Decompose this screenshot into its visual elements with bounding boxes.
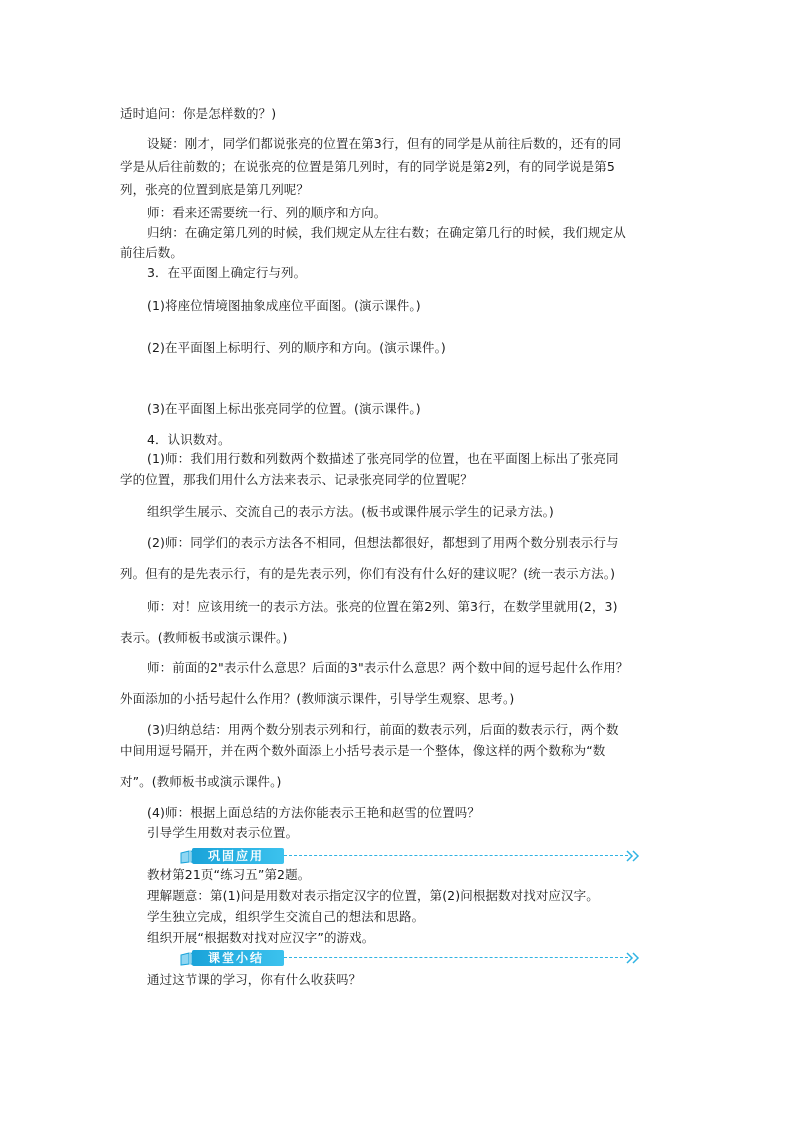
text-line: (1)将座位情境图抽象成座位平面图。(演示课件。) <box>147 298 421 313</box>
section-banner-consolidate <box>180 848 640 864</box>
text-line: (3)在平面图上标出张亮同学的位置。(演示课件。) <box>147 401 421 416</box>
text-line: 列，张亮的位置到底是第几列呢？ <box>120 182 310 197</box>
text-line: 表示。(教师板书或演示课件。) <box>120 630 288 645</box>
text-line: (4)师：根据上面总结的方法你能表示王艳和赵雪的位置吗？ <box>147 805 481 820</box>
section-title: 巩固应用 <box>208 849 265 863</box>
text-line: 适时追问：你是怎样数的？) <box>120 106 277 121</box>
text-line: 前往后数。 <box>120 245 184 260</box>
text-line: 学是从后往前数的；在说张亮的位置是第几列时，有的同学说是第2列，有的同学说是第5 <box>120 159 615 174</box>
text-line: 对”。(教师板书或演示课件。) <box>120 774 282 789</box>
text-line: 引导学生用数对表示位置。 <box>147 825 299 840</box>
text-line: 中间用逗号隔开，并在两个数外面添上小括号表示是一个整体，像这样的两个数称为“数 <box>120 743 606 758</box>
dashed-divider <box>284 957 628 958</box>
text-line: 理解题意：第(1)问是用数对表示指定汉字的位置，第(2)问根据数对找对应汉字。 <box>147 888 599 903</box>
dashed-divider <box>284 855 628 856</box>
text-line: 列。但有的是先表示行，有的是先表示列，你们有没有什么好的建议呢？(统一表示方法。) <box>120 566 616 581</box>
text-line: 师：看来还需要统一行、列的顺序和方向。 <box>147 205 387 220</box>
text-line: (1)师：我们用行数和列数两个数描述了张亮同学的位置，也在平面图上标出了张亮同 <box>147 451 619 466</box>
text-line: 教材第21页“练习五”第2题。 <box>147 867 311 882</box>
text-line: 设疑：刚才，同学们都说张亮的位置在第3行，但有的同学是从前往后数的，还有的同 <box>147 136 622 151</box>
text-line: 外面添加的小括号起什么作用？(教师演示课件，引导学生观察、思考。) <box>120 691 515 706</box>
text-line: 学生独立完成，组织学生交流自己的想法和思路。 <box>147 909 425 924</box>
text-line: (2)在平面图上标明行、列的顺序和方向。(演示课件。) <box>147 340 446 355</box>
text-line: 组织开展“根据数对找对应汉字”的游戏。 <box>147 930 375 945</box>
text-line: 3．在平面图上确定行与列。 <box>147 265 307 280</box>
text-line: (3)归纳总结：用两个数分别表示列和行，前面的数表示列，后面的数表示行，两个数 <box>147 722 619 737</box>
section-banner-summary <box>180 950 640 966</box>
text-line: 通过这节课的学习，你有什么收获吗？ <box>147 972 362 987</box>
text-line: 归纳：在确定第几列的时候，我们规定从左往右数；在确定第几行的时候，我们规定从 <box>147 225 626 240</box>
section-title: 课堂小结 <box>208 951 265 965</box>
text-line: (2)师：同学们的表示方法各不相同，但想法都很好，都想到了用两个数分别表示行与 <box>147 535 619 550</box>
double-arrow-icon <box>626 951 640 965</box>
text-line: 学的位置，那我们用什么方法来表示、记录张亮同学的位置呢？ <box>120 472 473 487</box>
text-line: 组织学生展示、交流自己的表示方法。(板书或课件展示学生的记录方法。) <box>147 504 554 519</box>
double-arrow-icon <box>626 849 640 863</box>
text-line: 师：前面的2"表示什么意思？后面的3"表示什么意思？两个数中间的逗号起什么作用？ <box>147 660 629 675</box>
text-line: 4．认识数对。 <box>147 432 231 447</box>
text-line: 师：对！应该用统一的表示方法。张亮的位置在第2列、第3行，在数学里就用(2，3) <box>147 599 618 614</box>
